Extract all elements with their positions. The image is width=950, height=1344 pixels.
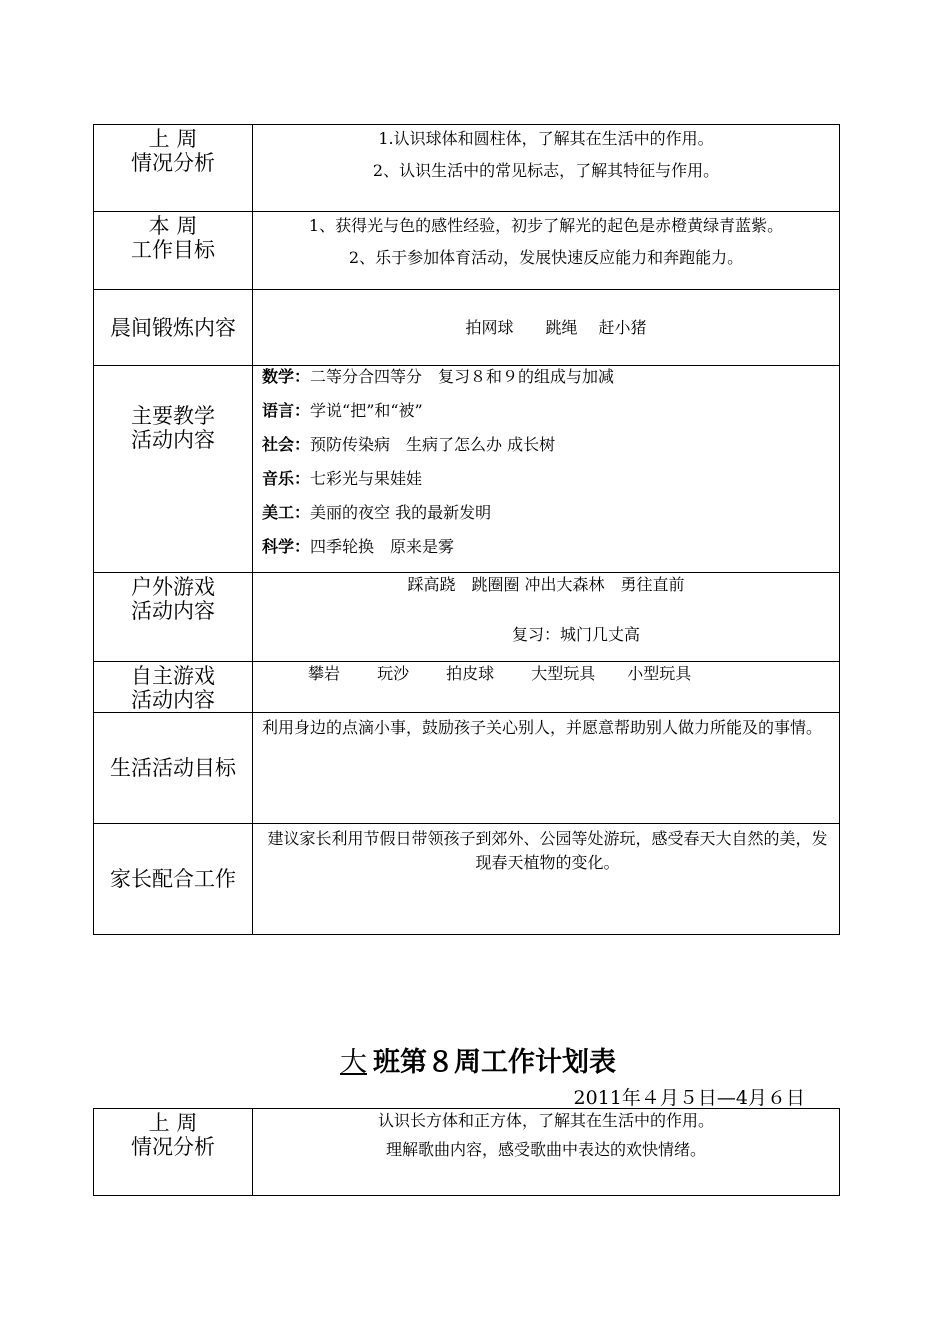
life-text: 利用身边的点滴小事，鼓励孩子关心别人，并愿意帮助别人做力所能及的事情。 — [262, 718, 823, 737]
label-line: 自主游戏 — [131, 664, 215, 688]
label-line: 上 周 — [148, 1111, 198, 1135]
label-morning-exercise — [94, 290, 253, 366]
row-free-play — [94, 662, 840, 713]
label-text: 家长配合工作 — [110, 867, 236, 891]
label-last-week — [94, 1109, 253, 1196]
label-last-week — [94, 125, 253, 212]
content-outdoor — [253, 573, 840, 662]
subject-math — [262, 367, 839, 401]
weekly-plan-table — [93, 124, 840, 935]
subject-name: 数学： — [262, 367, 311, 386]
label-line: 上 周 — [148, 127, 198, 151]
label-line: 本 周 — [148, 214, 198, 238]
label-line: 情况分析 — [131, 1135, 215, 1159]
subject-society — [262, 435, 839, 469]
row-last-week — [94, 125, 840, 212]
item: 2、认识生活中的常见标志，了解其特征与作用。 — [372, 161, 720, 180]
label-line: 主要教学 — [131, 404, 215, 428]
free-play-activities: 攀岩 玩沙 拍皮球 大型玩具 小型玩具 — [308, 664, 692, 683]
subject-text: 学说“把”和“被” — [310, 401, 423, 420]
morning-activities: 拍网球 跳绳 赶小猪 — [465, 317, 647, 337]
row-outdoor — [94, 573, 840, 662]
outdoor-line: 踩高跷 跳圈圈 冲出大森林 勇往直前 — [407, 575, 685, 594]
date-range: 2011年４月５日—4月６日 — [573, 1087, 805, 1109]
content-parents — [253, 824, 840, 935]
subject-music — [262, 469, 839, 503]
label-parents — [94, 824, 253, 935]
content-last-week — [253, 1109, 840, 1196]
content-life — [253, 713, 840, 824]
label-free-play — [94, 662, 253, 713]
label-text: 生活活动目标 — [110, 756, 236, 780]
outdoor-review: 复习：城门几丈高 — [511, 625, 640, 644]
subject-name: 语言： — [262, 401, 311, 420]
subject-text: 四季轮换 原来是雾 — [310, 537, 455, 556]
title-text: 班第８周工作计划表 — [373, 1047, 616, 1078]
page-title — [0, 1040, 950, 1079]
content-teaching — [253, 366, 840, 573]
item: 理解歌曲内容，感受歌曲中表达的欢快情绪。 — [385, 1140, 706, 1159]
subject-language — [262, 401, 839, 435]
label-teaching — [94, 366, 253, 573]
content-this-week — [253, 212, 840, 290]
row-parents — [94, 824, 840, 935]
subject-text: 七彩光与果娃娃 — [310, 469, 423, 488]
subject-art — [262, 503, 839, 537]
content-morning-exercise — [253, 290, 840, 366]
class-name: 大 — [340, 1047, 367, 1078]
weekly-plan-table-2 — [93, 1108, 840, 1196]
label-text: 晨间锻炼内容 — [110, 315, 236, 340]
label-line: 工作目标 — [131, 238, 215, 262]
label-line: 情况分析 — [131, 151, 215, 175]
subject-text: 预防传染病 生病了怎么办 成长树 — [310, 435, 556, 454]
label-line: 活动内容 — [131, 428, 215, 452]
subject-name: 音乐： — [262, 469, 311, 488]
row-morning-exercise — [94, 290, 840, 366]
subject-name: 科学： — [262, 537, 311, 556]
label-outdoor — [94, 573, 253, 662]
label-this-week — [94, 212, 253, 290]
row-teaching — [94, 366, 840, 573]
label-line: 活动内容 — [131, 599, 215, 623]
content-free-play — [253, 662, 840, 713]
subject-name: 社会： — [262, 435, 311, 454]
parents-text: 建议家长利用节假日带领孩子到郊外、公园等处游玩，感受春天大自然的美，发现春天植物的变化。 — [267, 829, 828, 872]
subject-science — [262, 537, 839, 571]
item: 1.认识球体和圆柱体，了解其在生活中的作用。 — [378, 129, 714, 148]
subject-name: 美工： — [262, 503, 311, 522]
content-last-week — [253, 125, 840, 212]
row-this-week — [94, 212, 840, 290]
row-last-week — [94, 1109, 840, 1196]
label-line: 户外游戏 — [131, 575, 215, 599]
label-life — [94, 713, 253, 824]
row-life — [94, 713, 840, 824]
label-line: 活动内容 — [131, 688, 215, 712]
subject-text: 二等分合四等分 复习８和９的组成与加减 — [310, 367, 615, 386]
item: 认识长方体和正方体，了解其在生活中的作用。 — [377, 1111, 714, 1130]
item: 2、乐于参加体育活动，发展快速反应能力和奔跑能力。 — [348, 248, 744, 267]
item: 1、获得光与色的感性经验，初步了解光的起色是赤橙黄绿青蓝紫。 — [308, 216, 784, 235]
subject-text: 美丽的夜空 我的最新发明 — [310, 503, 492, 522]
